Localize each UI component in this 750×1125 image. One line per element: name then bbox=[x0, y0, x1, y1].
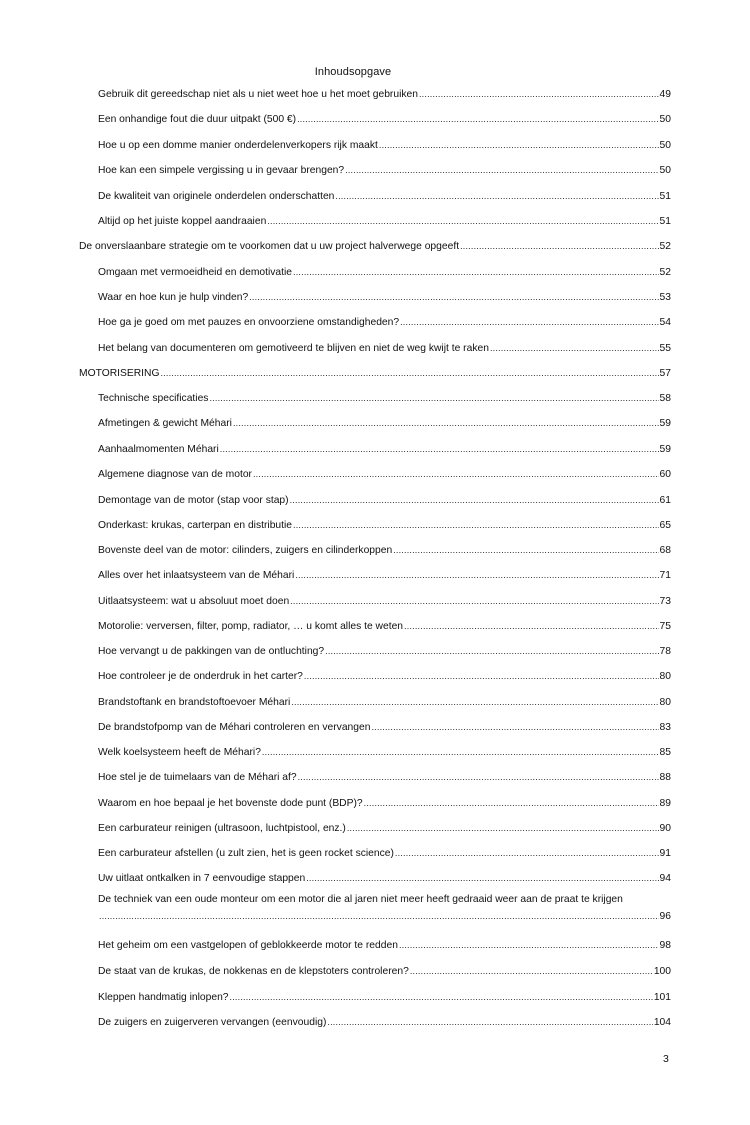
toc-entry[interactable] bbox=[98, 519, 671, 532]
toc-entry-page: 91 bbox=[659, 848, 671, 859]
toc-entry-title: Brandstoftank en brandstoftoevoer Méhari bbox=[98, 697, 291, 708]
toc-entry[interactable] bbox=[98, 620, 671, 633]
dot-leader bbox=[325, 645, 658, 658]
dot-leader bbox=[220, 443, 659, 456]
toc-entry-title: Uw uitlaat ontkalken in 7 eenvoudige stappen bbox=[98, 873, 306, 884]
toc-entry[interactable] bbox=[98, 88, 671, 101]
toc-entry[interactable] bbox=[98, 595, 671, 608]
toc-entry-page: 54 bbox=[659, 317, 671, 328]
toc-entry-page: 96 bbox=[659, 911, 671, 922]
toc-entry-title: Demontage van de motor (stap voor stap) bbox=[98, 495, 289, 506]
toc-entry-page: 51 bbox=[659, 191, 671, 202]
toc-entry[interactable] bbox=[98, 771, 671, 784]
toc-entry[interactable] bbox=[98, 1016, 671, 1029]
toc-entry[interactable] bbox=[79, 367, 671, 380]
toc-entry[interactable] bbox=[98, 266, 671, 279]
dot-leader bbox=[160, 367, 658, 380]
toc-entry[interactable] bbox=[98, 797, 671, 810]
dot-leader bbox=[230, 991, 653, 1004]
dot-leader bbox=[410, 965, 653, 978]
dot-leader bbox=[400, 316, 658, 329]
dot-leader bbox=[399, 939, 659, 952]
toc-entry-page: 50 bbox=[659, 165, 671, 176]
toc-entry-page: 57 bbox=[659, 368, 671, 379]
toc-entry[interactable] bbox=[98, 822, 671, 835]
toc-entry-title: De zuigers en zuigerveren vervangen (eenvoudig) bbox=[98, 1017, 327, 1028]
toc-entry[interactable] bbox=[98, 544, 671, 557]
toc-entry-title: Het geheim om een vastgelopen of geblokkeerde motor te redden bbox=[98, 940, 398, 951]
toc-entry[interactable] bbox=[98, 443, 671, 456]
toc-entry-page: 88 bbox=[659, 772, 671, 783]
toc-entry-title: Een carburateur afstellen (u zult zien, het is geen rocket science) bbox=[98, 848, 394, 859]
toc-entry-page: 89 bbox=[659, 798, 671, 809]
toc-entry-page: 59 bbox=[659, 418, 671, 429]
toc-entry-title: De brandstofpomp van de Méhari controleren en vervangen bbox=[98, 722, 371, 733]
toc-entry-title: De kwaliteit van originele onderdelen onderschatten bbox=[98, 191, 335, 202]
toc-entry[interactable] bbox=[98, 392, 671, 405]
toc-entry-page: 75 bbox=[659, 621, 671, 632]
toc-entry-page: 85 bbox=[659, 747, 671, 758]
toc-entry[interactable] bbox=[98, 910, 671, 923]
toc-entry-page: 59 bbox=[659, 444, 671, 455]
toc-entry-page: 50 bbox=[659, 114, 671, 125]
toc-entry-page: 52 bbox=[659, 267, 671, 278]
toc-entry-title: Altijd op het juiste koppel aandraaien bbox=[98, 216, 267, 227]
toc-entry-page: 71 bbox=[659, 570, 671, 581]
dot-leader bbox=[371, 721, 658, 734]
dot-leader bbox=[262, 746, 659, 759]
toc-entry-title: De techniek van een oude monteur om een motor die al jaren niet meer heeft gedraaid weer aan de praat te krijgen bbox=[98, 894, 623, 905]
toc-entry[interactable] bbox=[98, 113, 671, 126]
toc-entry[interactable] bbox=[98, 342, 671, 355]
dot-leader bbox=[253, 468, 659, 481]
toc-entry-page: 80 bbox=[659, 697, 671, 708]
toc-entry[interactable] bbox=[98, 746, 671, 759]
toc-entry-page: 53 bbox=[659, 292, 671, 303]
toc-entry[interactable] bbox=[79, 240, 671, 253]
toc-entry-title: Gebruik dit gereedschap niet als u niet weet hoe u het moet gebruiken bbox=[98, 89, 418, 100]
dot-leader bbox=[395, 847, 659, 860]
toc-entry[interactable] bbox=[98, 468, 671, 481]
toc-entry-page: 80 bbox=[659, 671, 671, 682]
toc-entry-title: Uitlaatsysteem: wat u absoluut moet doen bbox=[98, 596, 290, 607]
dot-leader bbox=[249, 291, 658, 304]
dot-leader bbox=[419, 88, 659, 101]
toc-entry-title: Algemene diagnose van de motor bbox=[98, 469, 252, 480]
dot-leader bbox=[209, 392, 658, 405]
toc-entry[interactable] bbox=[98, 721, 671, 734]
page-number: 3 bbox=[663, 1053, 669, 1065]
toc-entry[interactable] bbox=[98, 965, 671, 978]
dot-leader bbox=[290, 494, 659, 507]
toc-entry-page: 68 bbox=[659, 545, 671, 556]
toc-entry[interactable] bbox=[98, 164, 671, 177]
toc-entry[interactable] bbox=[98, 494, 671, 507]
toc-entry-page: 83 bbox=[659, 722, 671, 733]
toc-entry-title: Aanhaalmomenten Méhari bbox=[98, 444, 219, 455]
dot-leader bbox=[345, 164, 658, 177]
toc-entry-page: 61 bbox=[659, 495, 671, 506]
toc-entry-page: 98 bbox=[659, 940, 671, 951]
toc-entry[interactable] bbox=[98, 569, 671, 582]
dot-leader bbox=[267, 215, 658, 228]
dot-leader bbox=[99, 910, 659, 923]
dot-leader bbox=[293, 519, 659, 532]
toc-entry-title: Omgaan met vermoeidheid en demotivatie bbox=[98, 267, 293, 278]
toc-entry-title: Motorolie: verversen, filter, pomp, radiator, … u komt alles te weten bbox=[98, 621, 404, 632]
dot-leader bbox=[364, 797, 659, 810]
dot-leader bbox=[290, 595, 658, 608]
toc-entry-title: Technische specificaties bbox=[98, 393, 209, 404]
toc-entry-page: 60 bbox=[659, 469, 671, 480]
toc-entry-title: De onverslaanbare strategie om te voorkomen dat u uw project halverwege opgeeft bbox=[79, 241, 460, 252]
dot-leader bbox=[379, 139, 659, 152]
toc-entry-title: Hoe controleer je de onderdruk in het carter? bbox=[98, 671, 303, 682]
dot-leader bbox=[304, 670, 659, 683]
toc-entry-page: 49 bbox=[659, 89, 671, 100]
toc-entry[interactable] bbox=[98, 939, 671, 952]
toc-entry-page: 90 bbox=[659, 823, 671, 834]
dot-leader bbox=[393, 544, 658, 557]
toc-entry-page: 100 bbox=[653, 966, 671, 977]
toc-entry-title: Alles over het inlaatsysteem van de Méhari bbox=[98, 570, 295, 581]
toc-entry[interactable] bbox=[98, 190, 671, 203]
toc-entry[interactable] bbox=[98, 670, 671, 683]
toc-entry-title: Hoe stel je de tuimelaars van de Méhari af? bbox=[98, 772, 297, 783]
dot-leader bbox=[297, 113, 658, 126]
toc-entry-title: MOTORISERING bbox=[79, 368, 160, 379]
dot-leader bbox=[293, 266, 659, 279]
toc-entry-title: Kleppen handmatig inlopen? bbox=[98, 992, 229, 1003]
toc-entry[interactable] bbox=[98, 645, 671, 658]
toc-entry-page: 104 bbox=[653, 1017, 671, 1028]
toc-entry[interactable] bbox=[98, 291, 671, 304]
toc-entry-title: De staat van de krukas, de nokkenas en de klepstoters controleren? bbox=[98, 966, 409, 977]
toc-entry-title: Hoe ga je goed om met pauzes en onvoorziene omstandigheden? bbox=[98, 317, 400, 328]
dot-leader bbox=[233, 417, 659, 430]
toc-entry-title: Het belang van documenteren om gemotiveerd te blijven en niet de weg kwijt te raken bbox=[98, 343, 489, 354]
toc-entry[interactable] bbox=[98, 316, 671, 329]
dot-leader bbox=[291, 696, 658, 709]
toc-entry-title: Hoe kan een simpele vergissing u in gevaar brengen? bbox=[98, 165, 345, 176]
toc-entry-title: Een onhandige fout die duur uitpakt (500 €) bbox=[98, 114, 297, 125]
toc-entry-title: Welk koelsysteem heeft de Méhari? bbox=[98, 747, 261, 758]
toc-entry-page: 78 bbox=[659, 646, 671, 657]
toc-entry-page: 101 bbox=[653, 992, 671, 1003]
dot-leader bbox=[295, 569, 658, 582]
toc-entry[interactable] bbox=[98, 417, 671, 430]
dot-leader bbox=[327, 1016, 652, 1029]
toc-entry-page: 52 bbox=[659, 241, 671, 252]
dot-leader bbox=[404, 620, 658, 633]
toc-entry-title: Een carburateur reinigen (ultrasoon, luchtpistool, enz.) bbox=[98, 823, 346, 834]
page-title: Inhoudsopgave bbox=[314, 66, 392, 78]
toc-entry-title: Afmetingen & gewicht Méhari bbox=[98, 418, 232, 429]
toc-entry-page: 58 bbox=[659, 393, 671, 404]
dot-leader bbox=[298, 771, 659, 784]
dot-leader bbox=[490, 342, 659, 355]
toc-entry[interactable] bbox=[98, 872, 671, 885]
toc-entry[interactable] bbox=[98, 215, 671, 228]
toc-entry[interactable] bbox=[98, 139, 671, 152]
toc-entry-title: Hoe vervangt u de pakkingen van de ontluchting? bbox=[98, 646, 325, 657]
toc-entry-page: 73 bbox=[659, 596, 671, 607]
toc-entry-title: Waar en hoe kun je hulp vinden? bbox=[98, 292, 249, 303]
toc-entry-title: Hoe u op een domme manier onderdelenverkopers rijk maakt bbox=[98, 140, 378, 151]
toc-entry-page: 65 bbox=[659, 520, 671, 531]
toc-entry[interactable] bbox=[98, 991, 671, 1004]
toc-entry[interactable] bbox=[98, 696, 671, 709]
toc-entry-page: 51 bbox=[659, 216, 671, 227]
dot-leader bbox=[335, 190, 658, 203]
toc-entry-page: 94 bbox=[659, 873, 671, 884]
dot-leader bbox=[460, 240, 658, 253]
toc-entry-title: Onderkast: krukas, carterpan en distributie bbox=[98, 520, 293, 531]
toc-entry-page: 55 bbox=[659, 343, 671, 354]
toc-entry-title: Bovenste deel van de motor: cilinders, zuigers en cilinderkoppen bbox=[98, 545, 393, 556]
dot-leader bbox=[347, 822, 659, 835]
toc-entry-page: 50 bbox=[659, 140, 671, 151]
dot-leader bbox=[306, 872, 658, 885]
toc-entry-title: Waarom en hoe bepaal je het bovenste dode punt (BDP)? bbox=[98, 798, 363, 809]
toc-entry[interactable] bbox=[98, 847, 671, 860]
